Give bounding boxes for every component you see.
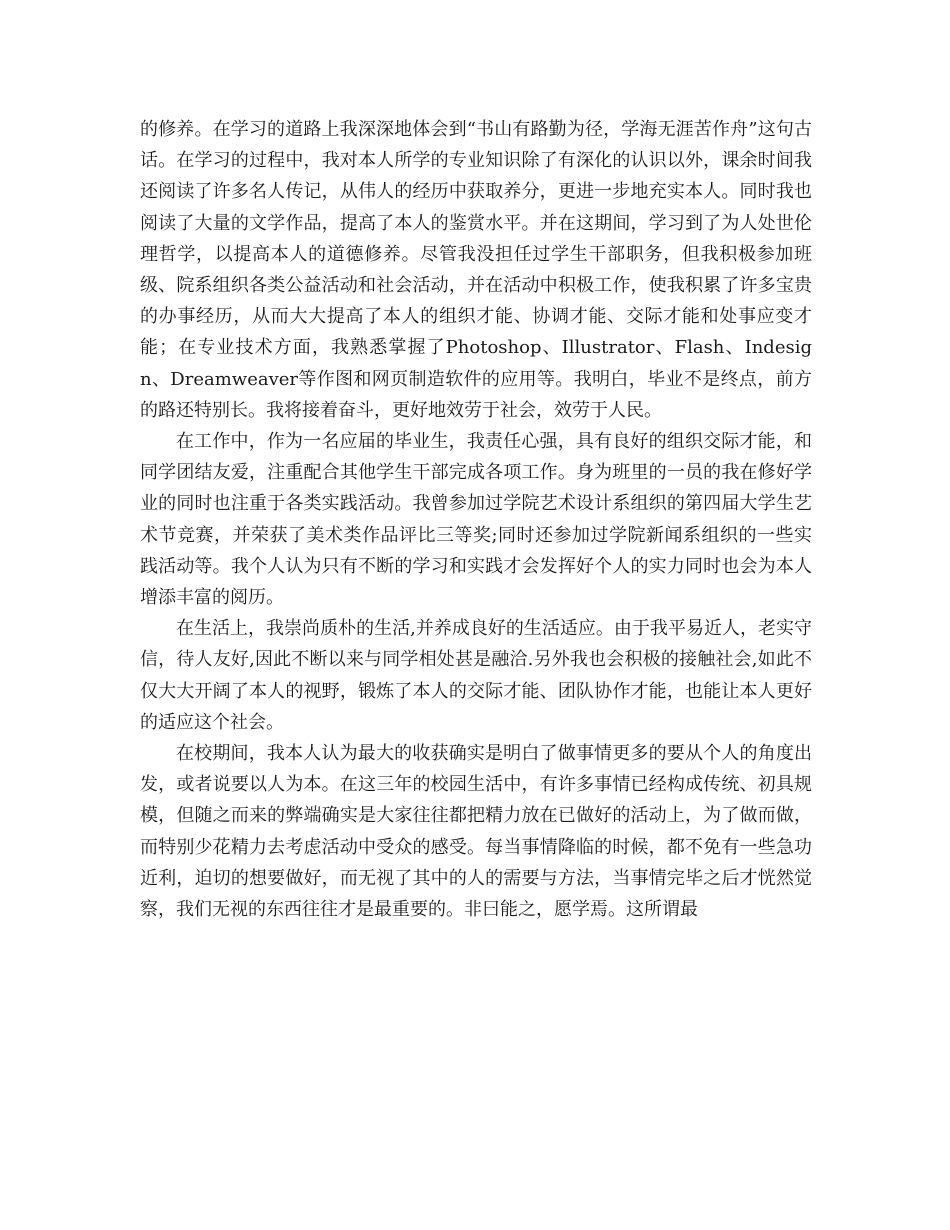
- document-body: [140, 114, 812, 925]
- paragraph-life: 在生活上，我崇尚质朴的生活,并养成良好的生活适应。由于我平易近人，老实守信，待人友好,因此不断以来与同学相处甚是融洽.另外我也会积极的接触社会,如此不仅大大开阔了本人的视野，锻炼了本人的交际才能、团队协作才能，也能让本人更好的适应这个社会。: [140, 618, 812, 733]
- paragraph-campus: 在校期间，我本人认为最大的收获确实是明白了做事情更多的要从个人的角度出发，或者说要以人为本。在这三年的校园生活中，有许多事情已经构成传统、初具规模，但随之而来的弊端确实是大家往往都把精力放在已做好的活动上，为了做而做，而特别少花精力去考虑活动中受众的感受。每当事情降临的时候，都不免有一些急功近利，迫切的想要做好，而无视了其中的人的需要与方法，当事情完毕之后才恍然觉察，我们无视的东西往往才是最重要的。非曰能之，愿学焉。这所谓最: [140, 743, 812, 921]
- paragraph-work: 在工作中，作为一名应届的毕业生，我责任心强，具有良好的组织交际才能，和同学团结友爱，注重配合其他学生干部完成各项工作。身为班里的一员的我在修好学业的同时也注重于各类实践活动。我曾参加过学院艺术设计系组织的第四届大学生艺术节竞赛，并荣获了美术类作品评比三等奖;同时还参加过学院新闻系组织的一些实践活动等。我个人认为只有不断的学习和实践才会发挥好个人的实力同时也会为本人增添丰富的阅历。: [140, 431, 812, 609]
- paragraph-self-study: 的修养。在学习的道路上我深深地体会到“书山有路勤为径，学海无涯苦作舟”这句古话。在学习的过程中，我对本人所学的专业知识除了有深化的认识以外，课余时间我还阅读了许多名人传记，从伟人的经历中获取养分，更进一步地充实本人。同时我也阅读了大量的文学作品，提高了本人的鉴赏水平。并在这期间，学习到了为人处世伦理哲学，以提高本人的道德修养。尽管我没担任过学生干部职务，但我积极参加班级、院系组织各类公益活动和社会活动，并在活动中积极工作，使我积累了许多宝贵的办事经历，从而大大提高了本人的组织才能、协调才能、交际才能和处事应变才能；在专业技术方面，我熟悉掌握了Photoshop、Illustrator、Flash、Indesign、Dreamweaver等作图和网页制造软件的应用等。我明白，毕业不是终点，前方的路还特别长。我将接着奋斗，更好地效劳于社会，效劳于人民。: [140, 119, 812, 421]
